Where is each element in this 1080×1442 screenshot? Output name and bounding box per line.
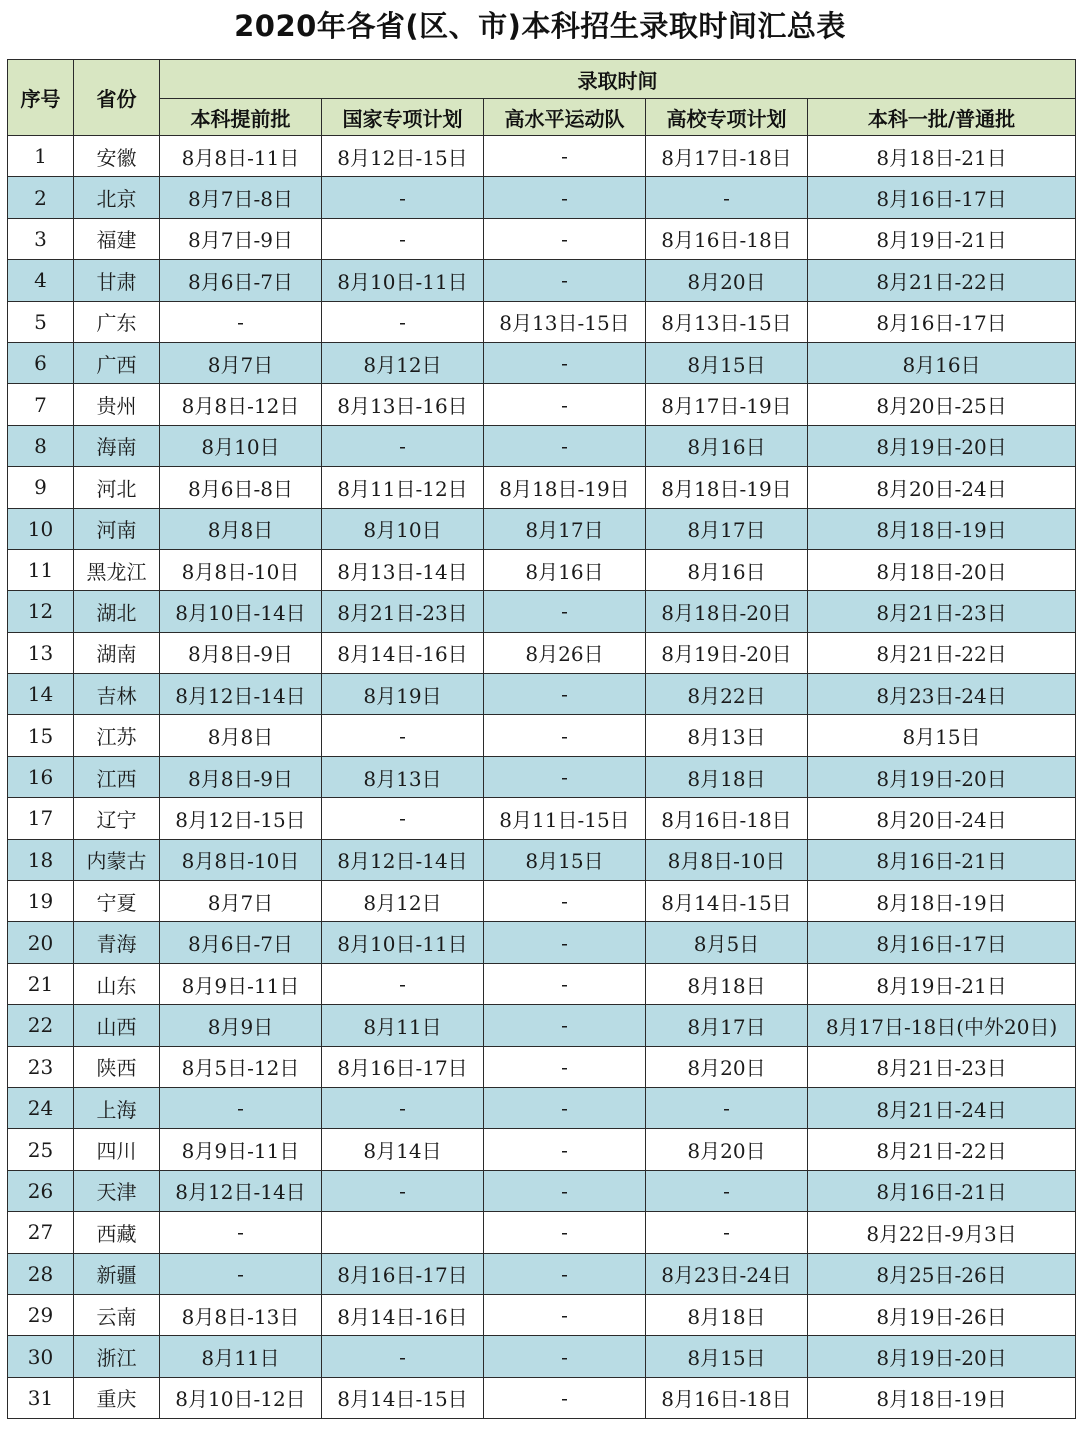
table-row <box>8 177 1076 218</box>
cell-first-batch: 8月20日-25日 <box>808 384 1076 425</box>
cell-province: 云南 <box>74 1294 160 1335</box>
table-row <box>8 591 1076 632</box>
table-row <box>8 1129 1076 1170</box>
cell-high-level-sports-team: 8月17日 <box>484 508 646 549</box>
cell-province: 江苏 <box>74 715 160 756</box>
table-row <box>8 425 1076 466</box>
table-row <box>8 1294 1076 1335</box>
cell-province: 安徽 <box>74 136 160 177</box>
cell-national-special-plan: 8月14日-16日 <box>322 632 484 673</box>
cell-early-batch: 8月5日-12日 <box>160 1046 322 1087</box>
cell-university-special-plan: 8月18日 <box>646 756 808 797</box>
cell-national-special-plan: 8月14日-15日 <box>322 1377 484 1418</box>
cell-early-batch: 8月8日-9日 <box>160 756 322 797</box>
cell-high-level-sports-team: - <box>484 756 646 797</box>
cell-high-level-sports-team: - <box>484 1129 646 1170</box>
cell-high-level-sports-team: 8月13日-15日 <box>484 301 646 342</box>
cell-national-special-plan: 8月14日-16日 <box>322 1294 484 1335</box>
cell-index: 21 <box>8 963 74 1004</box>
cell-index: 22 <box>8 1005 74 1046</box>
cell-province: 西藏 <box>74 1212 160 1253</box>
cell-university-special-plan: 8月8日-10日 <box>646 839 808 880</box>
cell-index: 3 <box>8 218 74 259</box>
cell-university-special-plan: 8月16日-18日 <box>646 798 808 839</box>
cell-national-special-plan: 8月11日-12日 <box>322 467 484 508</box>
cell-first-batch: 8月19日-21日 <box>808 218 1076 259</box>
cell-early-batch: 8月6日-7日 <box>160 922 322 963</box>
cell-index: 28 <box>8 1253 74 1294</box>
cell-national-special-plan: - <box>322 715 484 756</box>
cell-university-special-plan: 8月23日-24日 <box>646 1253 808 1294</box>
cell-first-batch: 8月18日-20日 <box>808 549 1076 590</box>
cell-index: 2 <box>8 177 74 218</box>
cell-university-special-plan: - <box>646 177 808 218</box>
cell-first-batch: 8月21日-24日 <box>808 1087 1076 1128</box>
table-row <box>8 798 1076 839</box>
cell-province: 黑龙江 <box>74 549 160 590</box>
table-row <box>8 632 1076 673</box>
cell-index: 1 <box>8 136 74 177</box>
cell-early-batch: 8月8日-10日 <box>160 839 322 880</box>
cell-university-special-plan: 8月5日 <box>646 922 808 963</box>
cell-high-level-sports-team: - <box>484 260 646 301</box>
cell-index: 14 <box>8 674 74 715</box>
header-admission-time: 录取时间 <box>160 60 1076 99</box>
table-row <box>8 756 1076 797</box>
cell-province: 海南 <box>74 425 160 466</box>
header-university-special-plan: 高校专项计划 <box>646 99 808 136</box>
table-row <box>8 342 1076 383</box>
cell-first-batch: 8月18日-19日 <box>808 881 1076 922</box>
cell-index: 29 <box>8 1294 74 1335</box>
cell-first-batch: 8月20日-24日 <box>808 798 1076 839</box>
table-row <box>8 260 1076 301</box>
cell-first-batch: 8月20日-24日 <box>808 467 1076 508</box>
table-row <box>8 1336 1076 1377</box>
cell-index: 15 <box>8 715 74 756</box>
cell-province: 山西 <box>74 1005 160 1046</box>
cell-early-batch: 8月10日 <box>160 425 322 466</box>
cell-index: 6 <box>8 342 74 383</box>
cell-early-batch: 8月11日 <box>160 1336 322 1377</box>
cell-province: 甘肃 <box>74 260 160 301</box>
cell-early-batch: 8月9日-11日 <box>160 963 322 1004</box>
cell-first-batch: 8月21日-22日 <box>808 260 1076 301</box>
cell-high-level-sports-team: - <box>484 218 646 259</box>
cell-province: 河南 <box>74 508 160 549</box>
cell-province: 浙江 <box>74 1336 160 1377</box>
cell-index: 12 <box>8 591 74 632</box>
cell-national-special-plan: 8月12日 <box>322 881 484 922</box>
cell-national-special-plan: - <box>322 218 484 259</box>
cell-university-special-plan: 8月17日 <box>646 508 808 549</box>
cell-first-batch: 8月19日-20日 <box>808 756 1076 797</box>
table-row <box>8 1377 1076 1418</box>
cell-national-special-plan: 8月13日 <box>322 756 484 797</box>
cell-high-level-sports-team: 8月11日-15日 <box>484 798 646 839</box>
cell-first-batch: 8月19日-20日 <box>808 1336 1076 1377</box>
cell-province: 天津 <box>74 1170 160 1211</box>
cell-province: 重庆 <box>74 1377 160 1418</box>
cell-university-special-plan: 8月14日-15日 <box>646 881 808 922</box>
cell-province: 内蒙古 <box>74 839 160 880</box>
cell-early-batch: 8月8日-13日 <box>160 1294 322 1335</box>
cell-early-batch: 8月8日-10日 <box>160 549 322 590</box>
cell-province: 陕西 <box>74 1046 160 1087</box>
cell-province: 福建 <box>74 218 160 259</box>
cell-index: 7 <box>8 384 74 425</box>
cell-early-batch: 8月7日 <box>160 881 322 922</box>
cell-province: 河北 <box>74 467 160 508</box>
table-row <box>8 1253 1076 1294</box>
table-row <box>8 963 1076 1004</box>
cell-high-level-sports-team: - <box>484 674 646 715</box>
cell-early-batch: 8月6日-7日 <box>160 260 322 301</box>
cell-index: 24 <box>8 1087 74 1128</box>
cell-early-batch: - <box>160 1253 322 1294</box>
cell-early-batch: 8月8日-11日 <box>160 136 322 177</box>
cell-first-batch: 8月18日-21日 <box>808 136 1076 177</box>
cell-high-level-sports-team: - <box>484 136 646 177</box>
table-row <box>8 1046 1076 1087</box>
cell-university-special-plan: 8月13日 <box>646 715 808 756</box>
cell-university-special-plan: 8月18日 <box>646 1294 808 1335</box>
cell-university-special-plan: 8月15日 <box>646 342 808 383</box>
table-row <box>8 549 1076 590</box>
cell-index: 23 <box>8 1046 74 1087</box>
cell-high-level-sports-team: 8月26日 <box>484 632 646 673</box>
cell-first-batch: 8月23日-24日 <box>808 674 1076 715</box>
cell-early-batch: 8月6日-8日 <box>160 467 322 508</box>
cell-early-batch: 8月7日 <box>160 342 322 383</box>
page-title: 2020年各省(区、市)本科招生录取时间汇总表 <box>234 9 846 43</box>
cell-early-batch: 8月12日-14日 <box>160 674 322 715</box>
cell-university-special-plan: 8月13日-15日 <box>646 301 808 342</box>
table-row <box>8 1170 1076 1211</box>
cell-province: 湖北 <box>74 591 160 632</box>
cell-university-special-plan: - <box>646 1087 808 1128</box>
cell-high-level-sports-team: - <box>484 1253 646 1294</box>
cell-index: 18 <box>8 839 74 880</box>
cell-high-level-sports-team: - <box>484 425 646 466</box>
cell-early-batch: - <box>160 301 322 342</box>
header-national-special-plan: 国家专项计划 <box>322 99 484 136</box>
cell-national-special-plan: - <box>322 1336 484 1377</box>
cell-early-batch: 8月10日-14日 <box>160 591 322 632</box>
header-row-batches <box>8 99 1076 136</box>
cell-national-special-plan: 8月12日-14日 <box>322 839 484 880</box>
cell-first-batch: 8月16日-17日 <box>808 922 1076 963</box>
table-row <box>8 715 1076 756</box>
cell-index: 9 <box>8 467 74 508</box>
cell-index: 11 <box>8 549 74 590</box>
table-row <box>8 384 1076 425</box>
cell-province: 青海 <box>74 922 160 963</box>
cell-university-special-plan: 8月17日-18日 <box>646 136 808 177</box>
cell-high-level-sports-team: - <box>484 922 646 963</box>
cell-first-batch: 8月21日-23日 <box>808 591 1076 632</box>
cell-index: 13 <box>8 632 74 673</box>
cell-university-special-plan: 8月19日-20日 <box>646 632 808 673</box>
table-row <box>8 467 1076 508</box>
cell-province: 湖南 <box>74 632 160 673</box>
cell-national-special-plan: - <box>322 798 484 839</box>
cell-first-batch: 8月16日-21日 <box>808 1170 1076 1211</box>
cell-national-special-plan: 8月14日 <box>322 1129 484 1170</box>
cell-national-special-plan: - <box>322 963 484 1004</box>
cell-university-special-plan: 8月18日-19日 <box>646 467 808 508</box>
cell-university-special-plan: 8月20日 <box>646 1129 808 1170</box>
cell-first-batch: 8月16日 <box>808 342 1076 383</box>
cell-university-special-plan: 8月18日 <box>646 963 808 1004</box>
cell-early-batch: 8月8日-9日 <box>160 632 322 673</box>
cell-early-batch: 8月7日-8日 <box>160 177 322 218</box>
cell-national-special-plan: 8月13日-16日 <box>322 384 484 425</box>
table-row <box>8 839 1076 880</box>
cell-high-level-sports-team: - <box>484 1170 646 1211</box>
cell-early-batch: 8月10日-12日 <box>160 1377 322 1418</box>
cell-early-batch: 8月7日-9日 <box>160 218 322 259</box>
cell-early-batch: 8月8日 <box>160 715 322 756</box>
table-row <box>8 508 1076 549</box>
table-row <box>8 881 1076 922</box>
cell-province: 贵州 <box>74 384 160 425</box>
cell-high-level-sports-team: 8月15日 <box>484 839 646 880</box>
cell-high-level-sports-team: - <box>484 963 646 1004</box>
cell-high-level-sports-team: - <box>484 1087 646 1128</box>
table-row <box>8 136 1076 177</box>
cell-early-batch: 8月12日-15日 <box>160 798 322 839</box>
cell-national-special-plan: 8月10日-11日 <box>322 922 484 963</box>
cell-national-special-plan: 8月11日 <box>322 1005 484 1046</box>
table-row <box>8 218 1076 259</box>
cell-high-level-sports-team: 8月18日-19日 <box>484 467 646 508</box>
cell-university-special-plan: - <box>646 1212 808 1253</box>
cell-high-level-sports-team: - <box>484 1294 646 1335</box>
cell-high-level-sports-team: - <box>484 591 646 632</box>
header-index: 序号 <box>8 60 74 136</box>
cell-national-special-plan: 8月10日 <box>322 508 484 549</box>
cell-high-level-sports-team: - <box>484 715 646 756</box>
cell-national-special-plan: 8月10日-11日 <box>322 260 484 301</box>
table-body <box>8 136 1076 1419</box>
header-high-level-sports-team: 高水平运动队 <box>484 99 646 136</box>
cell-high-level-sports-team: - <box>484 1212 646 1253</box>
cell-province: 山东 <box>74 963 160 1004</box>
table-row <box>8 674 1076 715</box>
cell-first-batch: 8月21日-22日 <box>808 632 1076 673</box>
cell-university-special-plan: 8月20日 <box>646 1046 808 1087</box>
cell-index: 19 <box>8 881 74 922</box>
cell-first-batch: 8月21日-23日 <box>808 1046 1076 1087</box>
cell-university-special-plan: 8月17日-19日 <box>646 384 808 425</box>
admission-schedule-table <box>7 59 1076 1419</box>
cell-province: 新疆 <box>74 1253 160 1294</box>
cell-first-batch: 8月19日-20日 <box>808 425 1076 466</box>
cell-national-special-plan: 8月16日-17日 <box>322 1253 484 1294</box>
cell-high-level-sports-team: - <box>484 342 646 383</box>
cell-province: 吉林 <box>74 674 160 715</box>
cell-first-batch: 8月18日-19日 <box>808 1377 1076 1418</box>
cell-index: 27 <box>8 1212 74 1253</box>
cell-province: 上海 <box>74 1087 160 1128</box>
cell-early-batch: 8月8日 <box>160 508 322 549</box>
cell-early-batch: - <box>160 1212 322 1253</box>
cell-national-special-plan: 8月12日 <box>322 342 484 383</box>
cell-high-level-sports-team: 8月16日 <box>484 549 646 590</box>
cell-early-batch: 8月12日-14日 <box>160 1170 322 1211</box>
cell-index: 16 <box>8 756 74 797</box>
cell-university-special-plan: 8月20日 <box>646 260 808 301</box>
cell-province: 四川 <box>74 1129 160 1170</box>
cell-high-level-sports-team: - <box>484 881 646 922</box>
cell-university-special-plan: 8月16日-18日 <box>646 218 808 259</box>
header-early-batch: 本科提前批 <box>160 99 322 136</box>
cell-national-special-plan <box>322 1212 484 1253</box>
cell-national-special-plan: 8月12日-15日 <box>322 136 484 177</box>
cell-first-batch: 8月17日-18日(中外20日) <box>808 1005 1076 1046</box>
cell-early-batch: - <box>160 1087 322 1128</box>
cell-first-batch: 8月19日-26日 <box>808 1294 1076 1335</box>
cell-province: 江西 <box>74 756 160 797</box>
cell-national-special-plan: 8月16日-17日 <box>322 1046 484 1087</box>
cell-high-level-sports-team: - <box>484 1005 646 1046</box>
cell-first-batch: 8月16日-21日 <box>808 839 1076 880</box>
header-row-group <box>8 60 1076 99</box>
cell-first-batch: 8月22日-9月3日 <box>808 1212 1076 1253</box>
cell-index: 25 <box>8 1129 74 1170</box>
cell-province: 广西 <box>74 342 160 383</box>
cell-early-batch: 8月8日-12日 <box>160 384 322 425</box>
cell-first-batch: 8月16日-17日 <box>808 301 1076 342</box>
cell-index: 31 <box>8 1377 74 1418</box>
cell-university-special-plan: 8月22日 <box>646 674 808 715</box>
cell-first-batch: 8月15日 <box>808 715 1076 756</box>
cell-first-batch: 8月25日-26日 <box>808 1253 1076 1294</box>
cell-high-level-sports-team: - <box>484 177 646 218</box>
table-row <box>8 301 1076 342</box>
cell-national-special-plan: - <box>322 1170 484 1211</box>
cell-index: 8 <box>8 425 74 466</box>
cell-early-batch: 8月9日-11日 <box>160 1129 322 1170</box>
cell-index: 26 <box>8 1170 74 1211</box>
cell-high-level-sports-team: - <box>484 1046 646 1087</box>
cell-province: 北京 <box>74 177 160 218</box>
cell-national-special-plan: 8月21日-23日 <box>322 591 484 632</box>
cell-university-special-plan: 8月15日 <box>646 1336 808 1377</box>
cell-index: 4 <box>8 260 74 301</box>
cell-national-special-plan: - <box>322 425 484 466</box>
cell-first-batch: 8月21日-22日 <box>808 1129 1076 1170</box>
cell-university-special-plan: - <box>646 1170 808 1211</box>
cell-index: 30 <box>8 1336 74 1377</box>
header-first-batch: 本科一批/普通批 <box>808 99 1076 136</box>
cell-university-special-plan: 8月16日-18日 <box>646 1377 808 1418</box>
cell-university-special-plan: 8月16日 <box>646 425 808 466</box>
cell-first-batch: 8月18日-19日 <box>808 508 1076 549</box>
cell-first-batch: 8月16日-17日 <box>808 177 1076 218</box>
cell-national-special-plan: - <box>322 1087 484 1128</box>
cell-university-special-plan: 8月16日 <box>646 549 808 590</box>
table-row <box>8 922 1076 963</box>
cell-index: 20 <box>8 922 74 963</box>
cell-high-level-sports-team: - <box>484 1377 646 1418</box>
cell-university-special-plan: 8月18日-20日 <box>646 591 808 632</box>
cell-national-special-plan: 8月13日-14日 <box>322 549 484 590</box>
table-row <box>8 1005 1076 1046</box>
table-row <box>8 1212 1076 1253</box>
cell-national-special-plan: 8月19日 <box>322 674 484 715</box>
cell-national-special-plan: - <box>322 177 484 218</box>
header-province: 省份 <box>74 60 160 136</box>
cell-index: 5 <box>8 301 74 342</box>
cell-national-special-plan: - <box>322 301 484 342</box>
cell-province: 宁夏 <box>74 881 160 922</box>
cell-province: 广东 <box>74 301 160 342</box>
cell-high-level-sports-team: - <box>484 1336 646 1377</box>
cell-early-batch: 8月9日 <box>160 1005 322 1046</box>
cell-province: 辽宁 <box>74 798 160 839</box>
cell-high-level-sports-team: - <box>484 384 646 425</box>
table-row <box>8 1087 1076 1128</box>
cell-university-special-plan: 8月17日 <box>646 1005 808 1046</box>
cell-first-batch: 8月19日-21日 <box>808 963 1076 1004</box>
cell-index: 10 <box>8 508 74 549</box>
cell-index: 17 <box>8 798 74 839</box>
